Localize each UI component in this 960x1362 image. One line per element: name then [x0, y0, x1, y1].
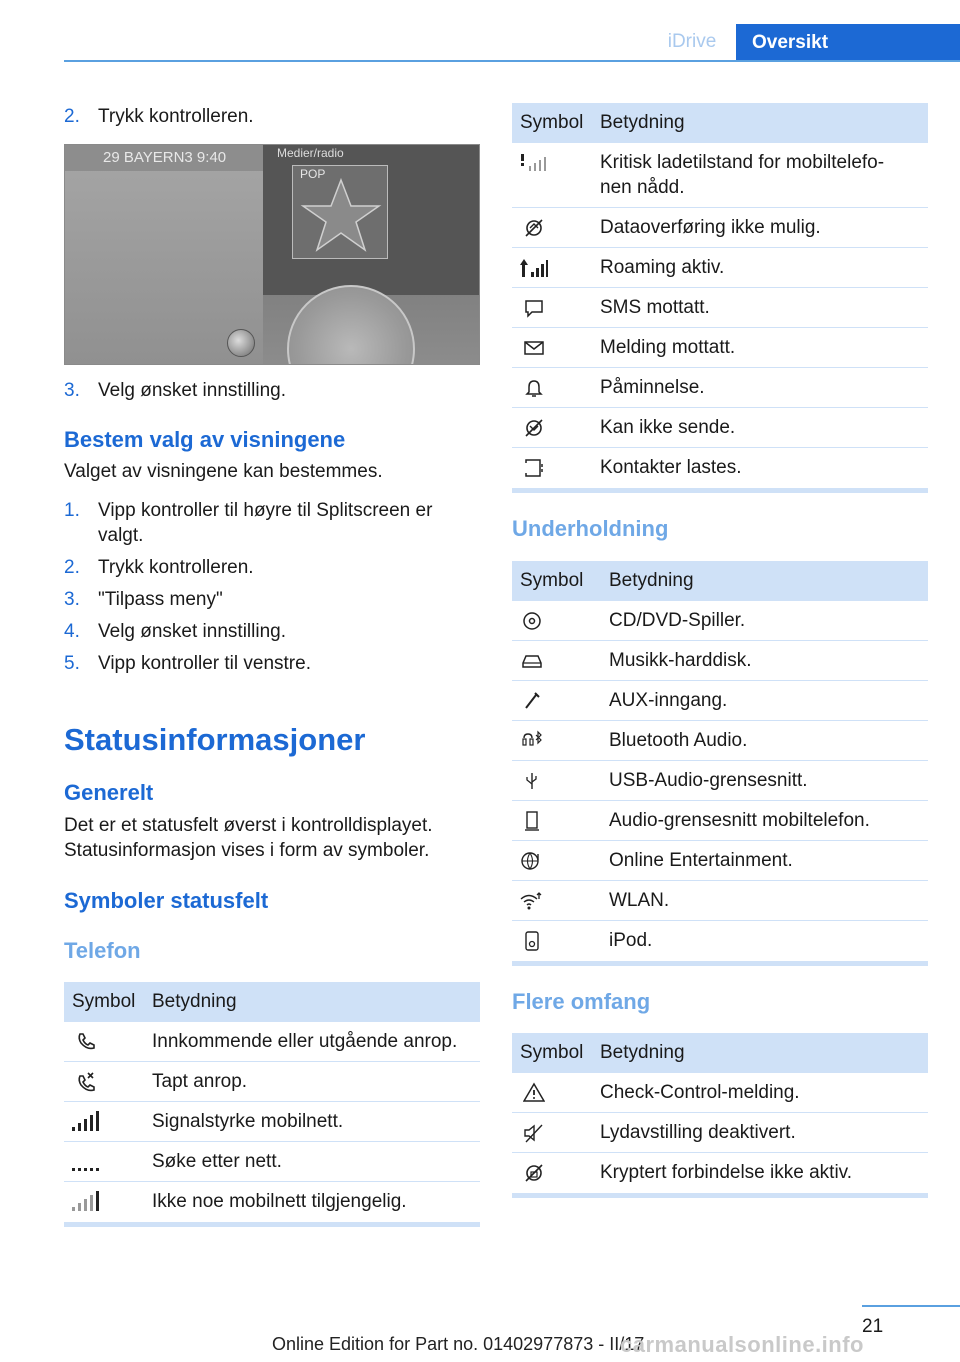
step-text: "Tilpass meny" — [98, 589, 223, 610]
step-text: Velg ønsket innstilling. — [98, 621, 286, 642]
step-number: 2. — [64, 106, 80, 127]
list-item — [64, 619, 480, 644]
paragraph-generelt-1: Det er et statusfelt øverst i kontrolldisplayet. — [64, 815, 433, 836]
table-row — [64, 1022, 480, 1062]
table-row — [512, 801, 928, 841]
table-row — [512, 641, 928, 681]
mail-icon — [520, 328, 548, 368]
col-betydning: Betydning — [152, 991, 237, 1012]
paragraph-bestem: Valget av visningene kan bestemmes. — [64, 461, 383, 482]
row-text: Check-Control-melding. — [600, 1082, 800, 1103]
table-row — [512, 408, 928, 448]
table-row — [512, 248, 928, 288]
list-item — [64, 651, 480, 676]
table-row — [512, 681, 928, 721]
row-text: Kryptert forbindelse ikke aktiv. — [600, 1162, 853, 1183]
table-row — [64, 1182, 480, 1222]
row-text: Bluetooth Audio. — [609, 730, 748, 751]
table-row — [512, 921, 928, 961]
row-text: USB-Audio-grensesnitt. — [609, 770, 808, 791]
row-text: Lydavstilling deaktivert. — [600, 1122, 796, 1143]
footer-rule — [862, 1305, 960, 1307]
table-row — [512, 601, 928, 641]
row-text: Roaming aktiv. — [600, 257, 725, 278]
table-row — [512, 288, 928, 328]
heading-underholdning: Underholdning — [512, 516, 669, 541]
table-row — [512, 208, 928, 248]
table-row — [512, 1113, 928, 1153]
table-header — [512, 103, 928, 143]
encryption-off-icon — [520, 1153, 548, 1193]
bell-icon — [520, 368, 548, 408]
col-symbol: Symbol — [520, 1042, 584, 1063]
table-header — [64, 982, 480, 1022]
send-fail-icon — [520, 408, 548, 448]
col-betydning: Betydning — [600, 1042, 685, 1063]
step-number: 2. — [64, 557, 80, 578]
table-row — [64, 1102, 480, 1142]
table-row — [64, 1142, 480, 1182]
ipod-icon — [518, 921, 546, 961]
disc-icon — [518, 601, 546, 641]
aux-icon — [518, 681, 546, 721]
no-network-icon — [70, 1182, 102, 1222]
network-search-icon — [70, 1142, 102, 1182]
row-text: Innkommende eller utgående anrop. — [152, 1031, 458, 1052]
roaming-icon — [518, 248, 550, 288]
step-text-cont: valgt. — [98, 525, 144, 546]
harddisk-icon — [518, 641, 546, 681]
battery-critical-icon — [518, 143, 550, 183]
row-text: Melding mottatt. — [600, 337, 736, 358]
table-header — [512, 561, 928, 601]
row-text-cont: nen nådd. — [600, 177, 685, 198]
col-betydning: Betydning — [609, 570, 694, 591]
row-text: SMS mottatt. — [600, 297, 710, 318]
row-text: Tapt anrop. — [152, 1071, 248, 1092]
wlan-icon — [518, 881, 546, 921]
table-row — [512, 761, 928, 801]
step-number: 3. — [64, 380, 80, 401]
paragraph-generelt-2: Statusinformasjon vises i form av symboler. — [64, 840, 430, 861]
row-text: Ikke noe mobilnett tilgjengelig. — [152, 1191, 407, 1212]
table-underholdning — [512, 561, 928, 967]
col-symbol: Symbol — [72, 991, 136, 1012]
row-text: Kritisk ladetilstand for mobiltelefo- — [600, 152, 885, 173]
step-text: Vipp kontroller til høyre til Splitscreen er — [98, 500, 433, 521]
sms-icon — [520, 288, 548, 328]
step-number: 4. — [64, 621, 80, 642]
table-row — [64, 1062, 480, 1102]
row-text: Påminnelse. — [600, 377, 705, 398]
watermark: carmanualsonline.info — [620, 1332, 864, 1357]
row-text: Kan ikke sende. — [600, 417, 736, 438]
table-row — [512, 448, 928, 488]
edition-note: Online Edition for Part no. 01402977873 - II/17 — [272, 1334, 645, 1354]
table-row — [512, 368, 928, 408]
list-item — [64, 555, 480, 580]
online-entertainment-icon — [518, 841, 546, 881]
row-text: Signalstyrke mobilnett. — [152, 1111, 344, 1132]
row-text: Kontakter lastes. — [600, 457, 742, 478]
row-text: Online Entertainment. — [609, 850, 793, 871]
mobile-audio-icon — [518, 801, 546, 841]
header-tab-idrive[interactable]: iDrive — [667, 31, 717, 52]
table-flere-omfang — [512, 1033, 928, 1199]
table-footer-rule — [512, 961, 928, 966]
col-symbol: Symbol — [520, 570, 584, 591]
header-tab-oversikt[interactable]: Oversikt — [736, 24, 960, 62]
step-text: Velg ønsket innstilling. — [98, 380, 286, 401]
heading-statusinformasjoner: Statusinformasjoner — [64, 722, 366, 757]
table-row — [512, 1073, 928, 1113]
bluetooth-audio-icon — [518, 721, 546, 761]
step-text: Trykk kontrolleren. — [98, 557, 254, 578]
warning-icon — [520, 1073, 548, 1113]
step-number: 3. — [64, 589, 80, 610]
step-text: Trykk kontrolleren. — [98, 106, 254, 127]
heading-bestem-visningene: Bestem valg av visningene — [64, 427, 346, 452]
heading-symboler-statusfelt: Symboler statusfelt — [64, 888, 269, 913]
table-row — [512, 841, 928, 881]
row-text: Musikk-harddisk. — [609, 650, 752, 671]
table-row — [512, 721, 928, 761]
row-text: AUX-inngang. — [609, 690, 728, 711]
usb-icon — [518, 761, 546, 801]
row-text: WLAN. — [609, 890, 670, 911]
controller-knob — [287, 285, 415, 365]
screenshot-station-label: 29 BAYERN3 9:40 — [103, 149, 227, 166]
table-row — [512, 143, 928, 208]
col-betydning: Betydning — [600, 112, 685, 133]
signal-strength-icon — [70, 1102, 102, 1142]
row-text: Dataoverføring ikke mulig. — [600, 217, 821, 238]
table-row — [512, 881, 928, 921]
heading-flere-omfang: Flere omfang — [512, 989, 651, 1014]
screenshot-menu-label: Medier/radio — [277, 146, 344, 160]
heading-generelt: Generelt — [64, 780, 154, 805]
phone-icon — [72, 1022, 100, 1062]
page-number: 21 — [862, 1316, 884, 1337]
data-unavailable-icon — [520, 208, 548, 248]
col-symbol: Symbol — [520, 112, 584, 133]
table-footer-rule — [512, 488, 928, 493]
table-header — [512, 1033, 928, 1073]
header-rule — [64, 60, 960, 62]
controller-button — [227, 329, 255, 357]
table-row — [512, 1153, 928, 1193]
heading-telefon: Telefon — [64, 938, 141, 963]
mute-icon — [520, 1113, 548, 1153]
list-item — [64, 587, 480, 612]
step-number: 5. — [64, 653, 80, 674]
row-text: CD/DVD-Spiller. — [609, 610, 746, 631]
screenshot-pop-label: POP — [300, 167, 326, 181]
step-text: Vipp kontroller til venstre. — [98, 653, 311, 674]
table-row — [512, 328, 928, 368]
row-text: Søke etter nett. — [152, 1151, 282, 1172]
table-telefon — [64, 982, 480, 1228]
table-telefon-continued — [512, 103, 928, 495]
step-press-controller — [64, 104, 480, 129]
list-item — [64, 498, 480, 548]
table-footer-rule — [512, 1193, 928, 1198]
step-select-setting — [64, 378, 480, 403]
table-footer-rule — [64, 1222, 480, 1227]
idrive-screenshot — [64, 144, 480, 365]
contacts-icon — [520, 448, 548, 488]
row-text: iPod. — [609, 930, 653, 951]
step-number: 1. — [64, 500, 80, 521]
row-text: Audio-grensesnitt mobiltelefon. — [609, 810, 870, 831]
missed-call-icon — [72, 1062, 100, 1102]
